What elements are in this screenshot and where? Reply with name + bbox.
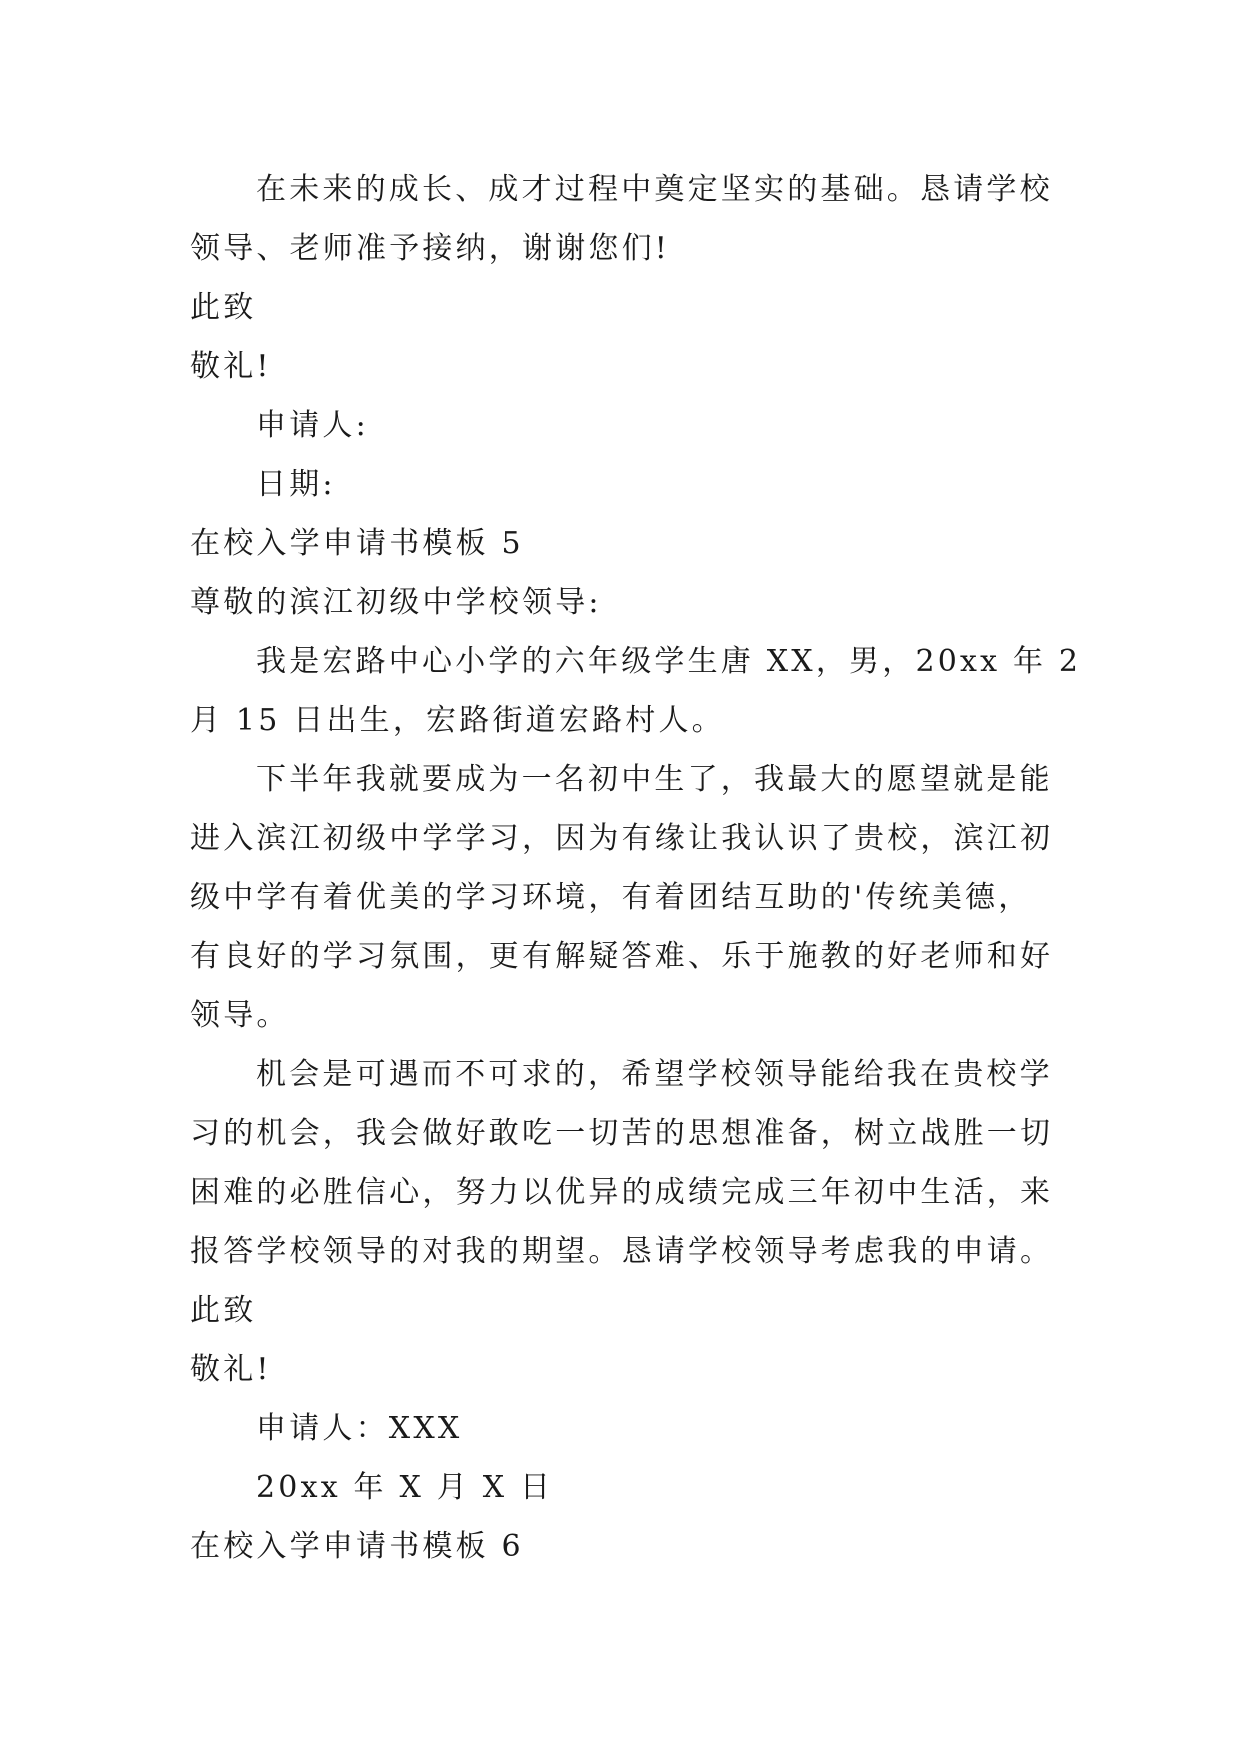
- date-line: 日期:: [256, 467, 336, 502]
- closing-line: 敬礼!: [190, 349, 272, 384]
- section-title: 在校入学申请书模板 5: [190, 526, 524, 561]
- paragraph-line: 困难的必胜信心，努力以优异的成绩完成三年初中生活，来: [190, 1175, 1054, 1210]
- document-body: [190, 160, 1082, 1576]
- closing-line: 敬礼!: [190, 1352, 272, 1387]
- paragraph-line: 习的机会，我会做好敢吃一切苦的思想准备，树立战胜一切: [190, 1116, 1054, 1151]
- signature-line: 申请人:: [256, 408, 369, 443]
- paragraph-line: 有良好的学习氛围，更有解疑答难、乐于施教的好老师和好: [190, 939, 1054, 974]
- section-title: 在校入学申请书模板 6: [190, 1529, 524, 1564]
- paragraph-line: 我是宏路中心小学的六年级学生唐 XX，男，20xx 年 2: [256, 644, 1082, 679]
- paragraph-line: 级中学有着优美的学习环境，有着团结互助的'传统美德，: [190, 880, 1032, 915]
- paragraph-line: 领导、老师准予接纳，谢谢您们!: [190, 231, 671, 266]
- closing-line: 此致: [190, 290, 257, 325]
- paragraph-line: 进入滨江初级中学学习，因为有缘让我认识了贵校，滨江初: [190, 821, 1054, 856]
- paragraph-line: 下半年我就要成为一名初中生了，我最大的愿望就是能: [256, 762, 1053, 797]
- paragraph-line: 领导。: [190, 998, 290, 1033]
- paragraph-line: 报答学校领导的对我的期望。恳请学校领导考虑我的申请。: [190, 1234, 1054, 1269]
- date-line: 20xx 年 X 月 X 日: [256, 1470, 554, 1505]
- paragraph-line: 在未来的成长、成才过程中奠定坚实的基础。恳请学校: [256, 172, 1053, 207]
- salutation-line: 尊敬的滨江初级中学校领导:: [190, 585, 602, 620]
- closing-line: 此致: [190, 1293, 257, 1328]
- paragraph-line: 机会是可遇而不可求的，希望学校领导能给我在贵校学: [256, 1057, 1053, 1092]
- signature-line: 申请人：XXX: [256, 1411, 463, 1446]
- paragraph-line: 月 15 日出生，宏路街道宏路村人。: [190, 703, 725, 738]
